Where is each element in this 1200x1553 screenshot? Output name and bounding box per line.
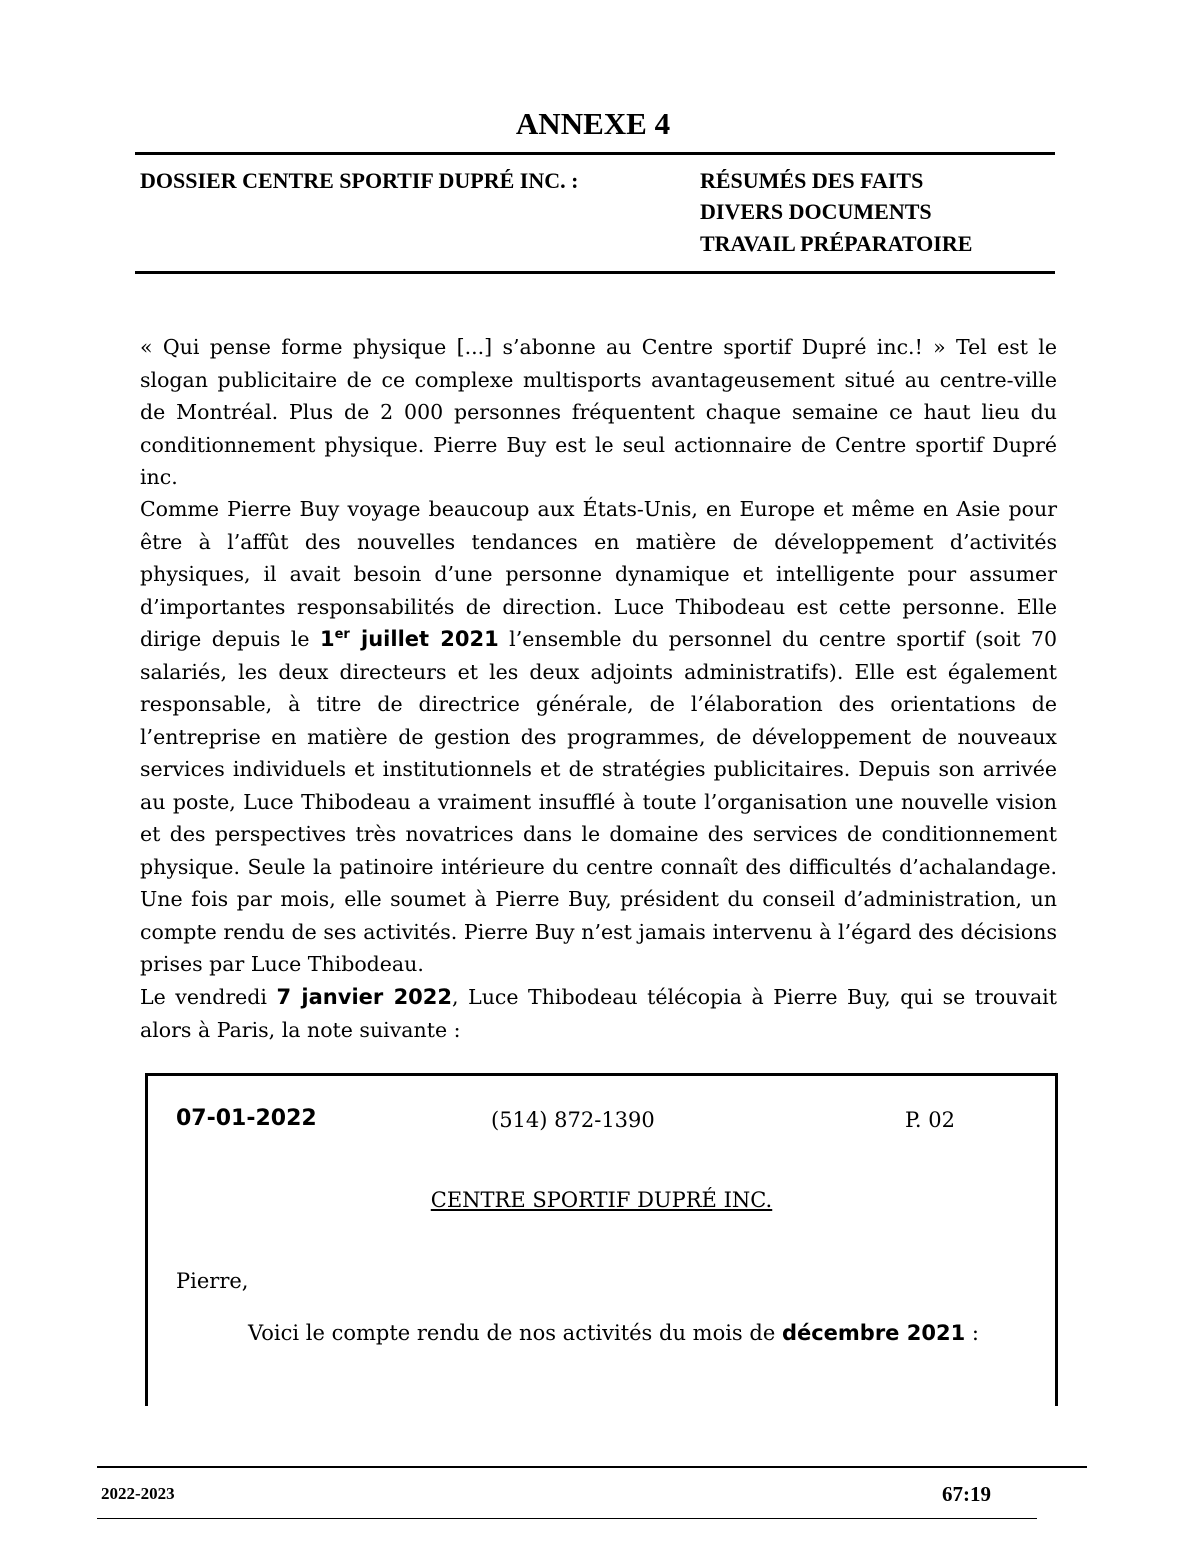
divider-bottom — [135, 271, 1055, 274]
divider-top — [135, 152, 1055, 155]
fax-company-name: CENTRE SPORTIF DUPRÉ INC. — [430, 1188, 773, 1212]
fax-page-number: P. 02 — [905, 1108, 955, 1132]
footer-year: 2022-2023 — [101, 1484, 175, 1503]
fax-phone: (514) 872-1390 — [491, 1108, 655, 1132]
footer-divider-bottom — [97, 1518, 1037, 1519]
date-highlight: 1er juillet 2021 — [319, 627, 499, 651]
paragraph-direction — [140, 493, 1057, 981]
dossier-item-resumes: RÉSUMÉS DES FAITS — [700, 168, 924, 193]
footer-divider-top — [97, 1466, 1087, 1468]
page-title: ANNEXE 4 — [515, 106, 671, 141]
dossier-item-documents: DIVERS DOCUMENTS — [700, 199, 932, 224]
paragraph-direction-text-1: Comme Pierre Buy voyage beaucoup aux États-Unis, en Europe et même en Asie pour être à l’affût des nouvelles tendances en matière de développement d’activités physiques, il avait besoin d’une personne dynamique et intelligente pour assumer d’importantes responsabilités de direction. Luce Thibodeau est cette personne. Elle dirige depuis le — [140, 497, 1057, 651]
paragraph-direction-text-2: l’ensemble du personnel du centre sportif (soit 70 salariés, les deux directeurs et les deux adjoints administratifs). Elle est également responsable, à titre de directrice générale, de l’élaboration des orientations de l’entreprise en matière de gestion des programmes, de développement de nouveaux services individuels et institutionnels et de stratégies publicitaires. Depuis son arrivée au poste, Luce Thibodeau a vraiment insufflé à toute l’organisation une nouvelle vision et des perspectives très novatrices dans le domaine des services de conditionnement physique. Seule la patinoire intérieure du centre connaît des difficultés d’achalandage. Une fois par mois, elle soumet à Pierre Buy, président du conseil d’administration, un compte rendu de ses activités. Pierre Buy n’est jamais intervenu à l’égard des décisions prises par Luce Thibodeau. — [140, 627, 1058, 976]
fax-note-box — [145, 1073, 1058, 1406]
paragraph-fax-note: Le vendredi 7 janvier 2022, Luce Thibodeau télécopia à Pierre Buy, qui se trouvait alors à Paris, la note suivante : — [140, 985, 1057, 1042]
fax-greeting: Pierre, — [176, 1269, 249, 1293]
dossier-label: DOSSIER CENTRE SPORTIF DUPRÉ INC. : — [140, 168, 579, 193]
fax-intro: Voici le compte rendu de nos activités du mois de décembre 2021 : — [248, 1321, 979, 1345]
fax-month-highlight: décembre 2021 — [781, 1321, 966, 1345]
fax-date: 07-01-2022 — [176, 1106, 317, 1131]
footer-page-number: 67:19 — [942, 1482, 991, 1506]
date-highlight-fax: 7 janvier 2022 — [276, 985, 453, 1009]
paragraph-intro: « Qui pense forme physique [...] s’abonne au Centre sportif Dupré inc.! » Tel est le slogan publicitaire de ce complexe multisports avantageusement situé au centre-ville de Montréal. Plus de 2 000 personnes fréquentent chaque semaine ce haut lieu du conditionnement physique. Pierre Buy est le seul actionnaire de Centre sportif Dupré inc. — [140, 335, 1057, 489]
dossier-item-travail: TRAVAIL PRÉPARATOIRE — [700, 231, 973, 256]
